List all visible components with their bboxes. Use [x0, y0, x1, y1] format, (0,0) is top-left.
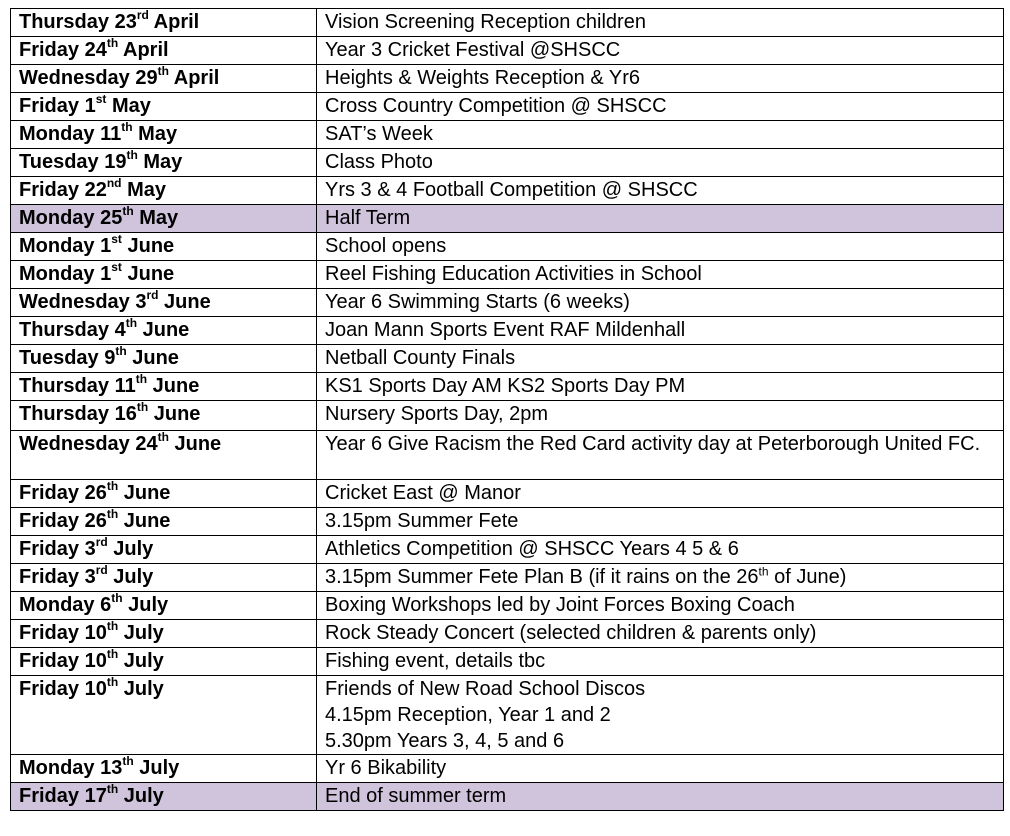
- event-date-suffix: th: [106, 36, 119, 51]
- event-description-line: Class Photo: [325, 151, 433, 173]
- event-date-suffix: rd: [136, 8, 149, 23]
- event-description-line: Heights & Weights Reception & Yr6: [325, 67, 640, 89]
- event-description-line: KS1 Sports Day AM KS2 Sports Day PM: [325, 375, 686, 397]
- table-row: [11, 205, 1004, 233]
- event-date-month: June: [123, 482, 171, 504]
- event-description: [317, 620, 1004, 648]
- event-date: [11, 508, 317, 536]
- event-date-suffix: st: [95, 92, 107, 107]
- event-date-day: Tuesday: [19, 151, 99, 173]
- event-date-suffix: rd: [95, 563, 108, 578]
- event-description: [317, 93, 1004, 121]
- event-date: [11, 233, 317, 261]
- table-row: [11, 620, 1004, 648]
- event-description-text: 3.15pm Summer Fete Plan B (if it rains on the 26: [325, 566, 759, 588]
- event-date: [11, 480, 317, 508]
- event-description: [317, 37, 1004, 65]
- table-row: [11, 755, 1004, 783]
- event-date-day: Friday: [19, 678, 80, 700]
- event-date-suffix: st: [111, 260, 122, 275]
- event-date: [11, 37, 317, 65]
- table-row: [11, 93, 1004, 121]
- event-date-number: 23: [114, 11, 137, 33]
- event-date: [11, 536, 317, 564]
- event-date-suffix: th: [106, 479, 119, 494]
- event-description-line: 4.15pm Reception, Year 1 and 2: [325, 704, 611, 726]
- event-date-month: June: [127, 235, 175, 257]
- event-date-month: July: [139, 757, 180, 779]
- event-date-number: 1: [100, 263, 112, 285]
- event-date-month: May: [111, 95, 151, 117]
- event-date-number: 17: [84, 785, 107, 807]
- event-date: [11, 401, 317, 431]
- event-date-number: 26: [84, 510, 107, 532]
- event-description: [317, 261, 1004, 289]
- table-row: [11, 431, 1004, 480]
- event-description-line: Cricket East @ Manor: [325, 482, 521, 504]
- event-date-suffix: th: [106, 507, 119, 522]
- event-date-day: Tuesday: [19, 347, 99, 369]
- event-description: [317, 508, 1004, 536]
- table-row: [11, 508, 1004, 536]
- event-date-day: Friday: [19, 179, 80, 201]
- event-description-line: End of summer term: [325, 785, 507, 807]
- event-date: [11, 121, 317, 149]
- event-date-number: 10: [84, 678, 107, 700]
- event-description-line: School opens: [325, 235, 447, 257]
- event-date-month: July: [128, 594, 169, 616]
- event-date-month: June: [153, 403, 201, 425]
- event-date-month: June: [127, 263, 175, 285]
- event-date: [11, 648, 317, 676]
- table-row: [11, 9, 1004, 37]
- event-date-month: May: [139, 207, 179, 229]
- event-date-day: Monday: [19, 757, 95, 779]
- events-table-body: [11, 9, 1004, 811]
- event-description-line: Vision Screening Reception children: [325, 11, 646, 33]
- event-date-number: 25: [100, 207, 123, 229]
- event-date-suffix: th: [106, 619, 119, 634]
- event-date-month: July: [113, 538, 154, 560]
- event-date: [11, 149, 317, 177]
- event-date-number: 13: [100, 757, 123, 779]
- event-date-suffix: th: [157, 430, 169, 445]
- event-date-day: Thursday: [19, 11, 110, 33]
- event-date-suffix: th: [157, 64, 169, 79]
- event-date-suffix: th: [125, 316, 138, 331]
- table-row: [11, 121, 1004, 149]
- event-description: [317, 65, 1004, 93]
- event-description-line: Half Term: [325, 207, 411, 229]
- table-row: [11, 65, 1004, 93]
- event-date-number: 4: [114, 319, 126, 341]
- table-row: [11, 177, 1004, 205]
- event-date-month: June: [152, 375, 200, 397]
- event-date-number: 3: [84, 538, 96, 560]
- event-description-line: 3.15pm Summer Fete: [325, 510, 519, 532]
- table-row: [11, 592, 1004, 620]
- event-description: [317, 233, 1004, 261]
- event-description-suffix: th: [758, 564, 769, 579]
- event-date-month: July: [123, 650, 164, 672]
- event-date-number: 1: [84, 95, 96, 117]
- event-date-month: April: [173, 67, 220, 89]
- event-date-month: April: [153, 11, 200, 33]
- event-date-month: May: [127, 179, 166, 201]
- event-date-day: Friday: [19, 39, 80, 61]
- event-description-line: Rock Steady Concert (selected children & parents only): [325, 622, 817, 644]
- table-row: [11, 480, 1004, 508]
- event-description-line: Nursery Sports Day, 2pm: [325, 403, 549, 425]
- event-date-day: Monday: [19, 263, 95, 285]
- event-description: [317, 676, 1004, 755]
- event-date-number: 6: [100, 594, 112, 616]
- event-description-line: Boxing Workshops led by Joint Forces Boxing Coach: [325, 594, 795, 616]
- event-date-day: Monday: [19, 594, 95, 616]
- event-description-line: Friends of New Road School Discos: [325, 678, 646, 700]
- event-description-line: Fishing event, details tbc: [325, 650, 546, 672]
- event-date-day: Wednesday: [19, 291, 130, 313]
- event-date-day: Thursday: [19, 403, 110, 425]
- event-date-number: 10: [84, 650, 107, 672]
- event-date-month: June: [123, 510, 171, 532]
- event-description: [317, 121, 1004, 149]
- event-date: [11, 592, 317, 620]
- event-description: [317, 373, 1004, 401]
- event-date-number: 3: [135, 291, 147, 313]
- event-date-suffix: th: [115, 344, 127, 359]
- event-date-number: 10: [84, 622, 107, 644]
- event-date-month: July: [123, 785, 164, 807]
- event-date-number: 22: [84, 179, 107, 201]
- table-row: [11, 317, 1004, 345]
- event-description-line: Year 3 Cricket Festival @SHSCC: [325, 39, 621, 61]
- event-date-suffix: th: [106, 782, 119, 797]
- table-row: [11, 345, 1004, 373]
- event-date-number: 24: [84, 39, 107, 61]
- event-date: [11, 261, 317, 289]
- event-date: [11, 177, 317, 205]
- events-table: [10, 8, 1004, 811]
- event-date-day: Monday: [19, 207, 95, 229]
- event-date-suffix: th: [136, 400, 149, 415]
- event-date-day: Friday: [19, 482, 80, 504]
- event-date-day: Friday: [19, 785, 80, 807]
- event-description-line: 5.30pm Years 3, 4, 5 and 6: [325, 730, 565, 752]
- table-row: [11, 289, 1004, 317]
- event-description: [317, 648, 1004, 676]
- event-description: [317, 177, 1004, 205]
- event-date-number: 9: [104, 347, 116, 369]
- event-date-number: 11: [100, 123, 122, 145]
- event-description-text: of June): [768, 566, 847, 588]
- event-description: [317, 9, 1004, 37]
- event-date: [11, 205, 317, 233]
- event-date: [11, 431, 317, 480]
- event-description: [317, 149, 1004, 177]
- event-date-month: May: [143, 151, 183, 173]
- table-row: [11, 401, 1004, 431]
- table-row: [11, 536, 1004, 564]
- table-row: [11, 676, 1004, 755]
- event-description-line: Year 6 Swimming Starts (6 weeks): [325, 291, 630, 313]
- event-description-line: Year 6 Give Racism the Red Card activity day at Peterborough United FC.: [325, 433, 981, 455]
- event-date: [11, 755, 317, 783]
- event-date-suffix: th: [121, 120, 133, 135]
- table-row: [11, 233, 1004, 261]
- event-description: [317, 401, 1004, 431]
- event-description-line: Netball County Finals: [325, 347, 516, 369]
- event-date-month: June: [164, 291, 211, 313]
- event-date-suffix: nd: [106, 176, 122, 191]
- event-description: [317, 205, 1004, 233]
- event-description-line: Cross Country Competition @ SHSCC: [325, 95, 667, 117]
- event-date: [11, 65, 317, 93]
- event-date: [11, 373, 317, 401]
- event-description-line: SAT’s Week: [325, 123, 433, 145]
- table-row: [11, 261, 1004, 289]
- event-date-month: July: [123, 678, 164, 700]
- event-date: [11, 620, 317, 648]
- event-date-number: 19: [104, 151, 127, 173]
- event-date-day: Wednesday: [19, 433, 130, 455]
- event-date-suffix: th: [126, 148, 138, 163]
- event-date: [11, 676, 317, 755]
- event-date-number: 1: [100, 235, 112, 257]
- event-description: [317, 317, 1004, 345]
- event-date-number: 29: [135, 67, 158, 89]
- event-date-day: Friday: [19, 538, 80, 560]
- event-description: [317, 289, 1004, 317]
- event-date-number: 3: [84, 566, 96, 588]
- event-date-month: June: [132, 347, 179, 369]
- event-date-day: Friday: [19, 622, 80, 644]
- event-description: [317, 480, 1004, 508]
- event-description: [317, 564, 1004, 592]
- event-date: [11, 564, 317, 592]
- event-date-day: Friday: [19, 650, 80, 672]
- event-date: [11, 783, 317, 811]
- event-date-number: 26: [84, 482, 107, 504]
- event-description: [317, 592, 1004, 620]
- event-date-month: April: [123, 39, 169, 61]
- table-row: [11, 373, 1004, 401]
- event-date-day: Friday: [19, 566, 80, 588]
- event-date-month: May: [138, 123, 178, 145]
- event-description: [317, 783, 1004, 811]
- event-date-day: Wednesday: [19, 67, 130, 89]
- event-date-day: Friday: [19, 95, 80, 117]
- event-date-suffix: st: [111, 232, 122, 247]
- event-date-day: Thursday: [19, 319, 110, 341]
- event-date-month: July: [113, 566, 154, 588]
- event-date-suffix: th: [106, 675, 119, 690]
- event-date-day: Friday: [19, 510, 80, 532]
- event-description-line: Reel Fishing Education Activities in School: [325, 263, 702, 285]
- event-date-suffix: th: [122, 204, 134, 219]
- table-row: [11, 783, 1004, 811]
- event-date-month: June: [174, 433, 222, 455]
- event-date-day: Thursday: [19, 375, 110, 397]
- event-date-day: Monday: [19, 123, 95, 145]
- event-date-number: 24: [135, 433, 158, 455]
- event-description-line: Yr 6 Bikability: [325, 757, 447, 779]
- table-row: [11, 37, 1004, 65]
- event-description-line: Joan Mann Sports Event RAF Mildenhall: [325, 319, 686, 341]
- event-date-suffix: th: [122, 754, 134, 769]
- event-date-suffix: th: [111, 591, 123, 606]
- event-date-suffix: rd: [146, 288, 159, 303]
- event-description: [317, 431, 1004, 480]
- event-date: [11, 93, 317, 121]
- event-date-month: July: [123, 622, 164, 644]
- table-row: [11, 648, 1004, 676]
- event-date-suffix: th: [135, 372, 148, 387]
- table-row: [11, 149, 1004, 177]
- event-description: [317, 755, 1004, 783]
- event-date-suffix: rd: [95, 535, 108, 550]
- event-description: [317, 345, 1004, 373]
- event-description-line: Yrs 3 & 4 Football Competition @ SHSCC: [325, 179, 698, 201]
- event-date: [11, 9, 317, 37]
- event-date: [11, 345, 317, 373]
- event-description: [317, 536, 1004, 564]
- event-date: [11, 289, 317, 317]
- event-date-suffix: th: [106, 647, 119, 662]
- event-date: [11, 317, 317, 345]
- event-date-day: Monday: [19, 235, 95, 257]
- event-date-number: 16: [114, 403, 137, 425]
- event-date-number: 11: [114, 375, 136, 397]
- event-date-month: June: [142, 319, 190, 341]
- event-description-line: Athletics Competition @ SHSCC Years 4 5 & 6: [325, 538, 739, 560]
- table-row: [11, 564, 1004, 592]
